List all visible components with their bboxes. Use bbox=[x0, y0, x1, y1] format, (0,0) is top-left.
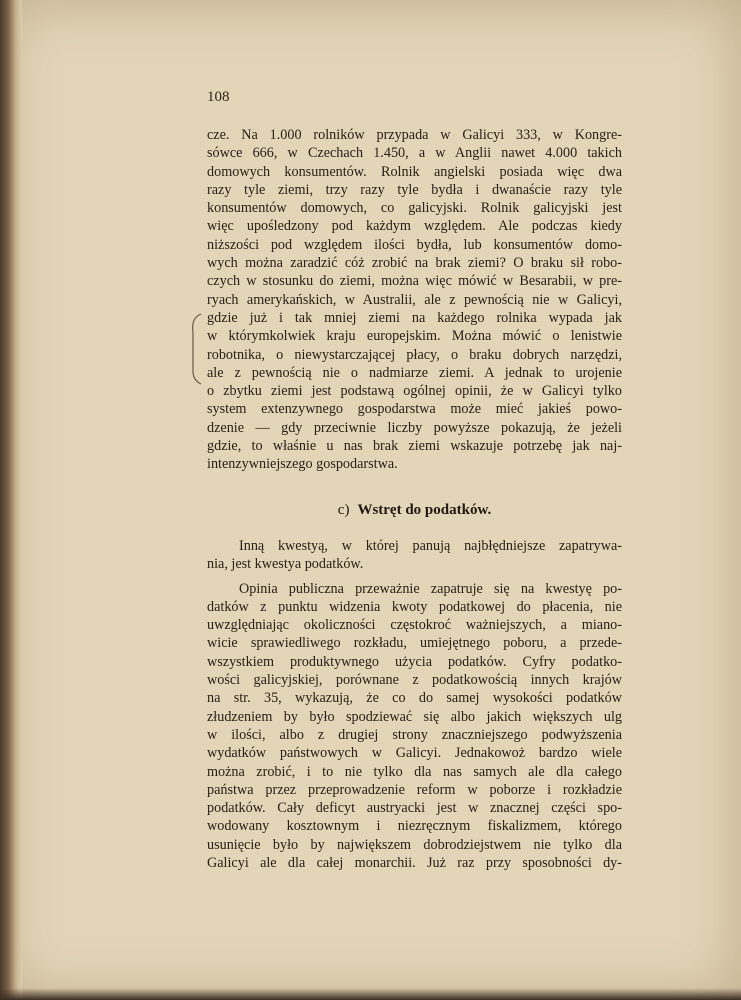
text-line: podatków. Cały deficyt austryacki jest w znacznej części spo- bbox=[207, 800, 622, 817]
section-label: c) bbox=[337, 502, 350, 518]
text-line: ale z pewnością nie o nadmiarze ziemi. A jednak to urojenie bbox=[207, 364, 622, 381]
text-line: na str. 35, wykazują, że co do samej wysokości podatków bbox=[207, 690, 622, 707]
pencil-bracket-mark bbox=[189, 312, 203, 386]
text-line: w którymkolwiek kraju europejskim. Można mówić o lenistwie bbox=[207, 328, 622, 345]
text-line: w ilości, albo z drugiej strony znaczniejszego podwyższenia bbox=[207, 726, 622, 743]
text-line: Galicyi ale dla całej monarchii. Już raz przy sposobności dy- bbox=[207, 855, 622, 872]
text-line: wszystkiem produktywnego użycia podatków. Cyfry podatko- bbox=[207, 653, 622, 670]
text-line: wydatków państwowych w Galicyi. Jednakowoż bardzo wiele bbox=[207, 745, 622, 762]
text-line: wości galicyjskiej, porównane z podatkowością innych krajów bbox=[207, 672, 622, 689]
text-line: intenzywniejszego gospodarstwa. bbox=[207, 456, 398, 473]
text-line: konsumentów domowych, co galicyjski. Rolnik galicyjski jest bbox=[207, 200, 622, 217]
text-line: o zbytku ziemi jest podstawą ogólnej opinii, że w Galicyi tylko bbox=[207, 383, 622, 400]
text-line: cze. Na 1.000 rolników przypada w Galicyi 333, w Kongre- bbox=[207, 127, 622, 143]
text-line: niższości pod względem ilości bydła, lub konsumentów domo- bbox=[207, 236, 622, 253]
text-line: ryach amerykańskich, w Australii, ale z pewnością nie w Galicyi, bbox=[207, 291, 622, 308]
text-line: razy tyle ziemi, trzy razy tyle bydła i dwanaście razy tyle bbox=[207, 181, 622, 198]
text-line: wodowany kosztownym i niezręcznym fiskalizmem, którego bbox=[207, 818, 622, 835]
paragraph-1 bbox=[207, 126, 622, 474]
text-line: Inną kwestyą, w której panują najbłędniejsze zapatrywa- bbox=[239, 538, 622, 554]
text-line: czych w stosunku do ziemi, można więc mówić w Besarabii, w pre- bbox=[207, 273, 622, 290]
text-line: uwzględniając okoliczności częstokroć ważniejszych, a miano- bbox=[207, 617, 622, 634]
text-line: państwa przez przeprowadzenie reform w poborze i rozkładzie bbox=[207, 781, 622, 798]
text-line: system extenzywnego gospodarstwa może mieć jakieś powo- bbox=[207, 401, 622, 418]
page-number: 108 bbox=[207, 89, 230, 105]
text-line: więc upośledzony pod każdym względem. Ale podczas kiedy bbox=[207, 218, 622, 235]
paragraph-2-3 bbox=[207, 537, 622, 872]
text-line: dzenie — gdy przeciwnie liczby powyższe pokazują, że jeżeli bbox=[207, 419, 622, 436]
text-line: gdzie już i tak mniej ziemi na każdego rolnika wypada jak bbox=[207, 309, 622, 326]
text-line: sówce 666, w Czechach 1.450, a w Anglii nawet 4.000 takich bbox=[207, 145, 622, 162]
section-title: Wstręt do podatków. bbox=[357, 502, 492, 518]
page-bottom-edge bbox=[0, 988, 741, 1000]
text-line: złudzeniem by było spodziewać się albo jakich większych ulg bbox=[207, 708, 622, 725]
text-line: nia, jest kwestya podatków. bbox=[207, 556, 364, 573]
text-line: wych można zaradzić cóż zrobić na brak ziemi? O braku sił robo- bbox=[207, 255, 622, 272]
section-heading bbox=[207, 502, 622, 519]
text-line: wicie sprawiedliwego rozkładu, umiejętnego poboru, a przede- bbox=[207, 635, 622, 652]
text-line: można zrobić, i to nie tylko dla nas samych ale dla całego bbox=[207, 763, 622, 780]
text-line: domowych konsumentów. Rolnik angielski posiada więc dwa bbox=[207, 163, 622, 180]
text-line: Opinia publiczna przeważnie zapatruje się na kwestyę po- bbox=[239, 580, 622, 597]
book-spine bbox=[0, 0, 22, 1000]
text-line: gdzie, to właśnie u nas brak ziemi wskazuje potrzebę jak naj- bbox=[207, 438, 622, 455]
text-line: usunięcie było by największem dobrodziejstwem nie tylko dla bbox=[207, 836, 622, 853]
text-line: robotnika, o niewystarczającej płacy, o braku dobrych narzędzi, bbox=[207, 346, 622, 363]
text-line: datków z punktu widzenia kwoty podatkowej do płacenia, nie bbox=[207, 598, 622, 615]
